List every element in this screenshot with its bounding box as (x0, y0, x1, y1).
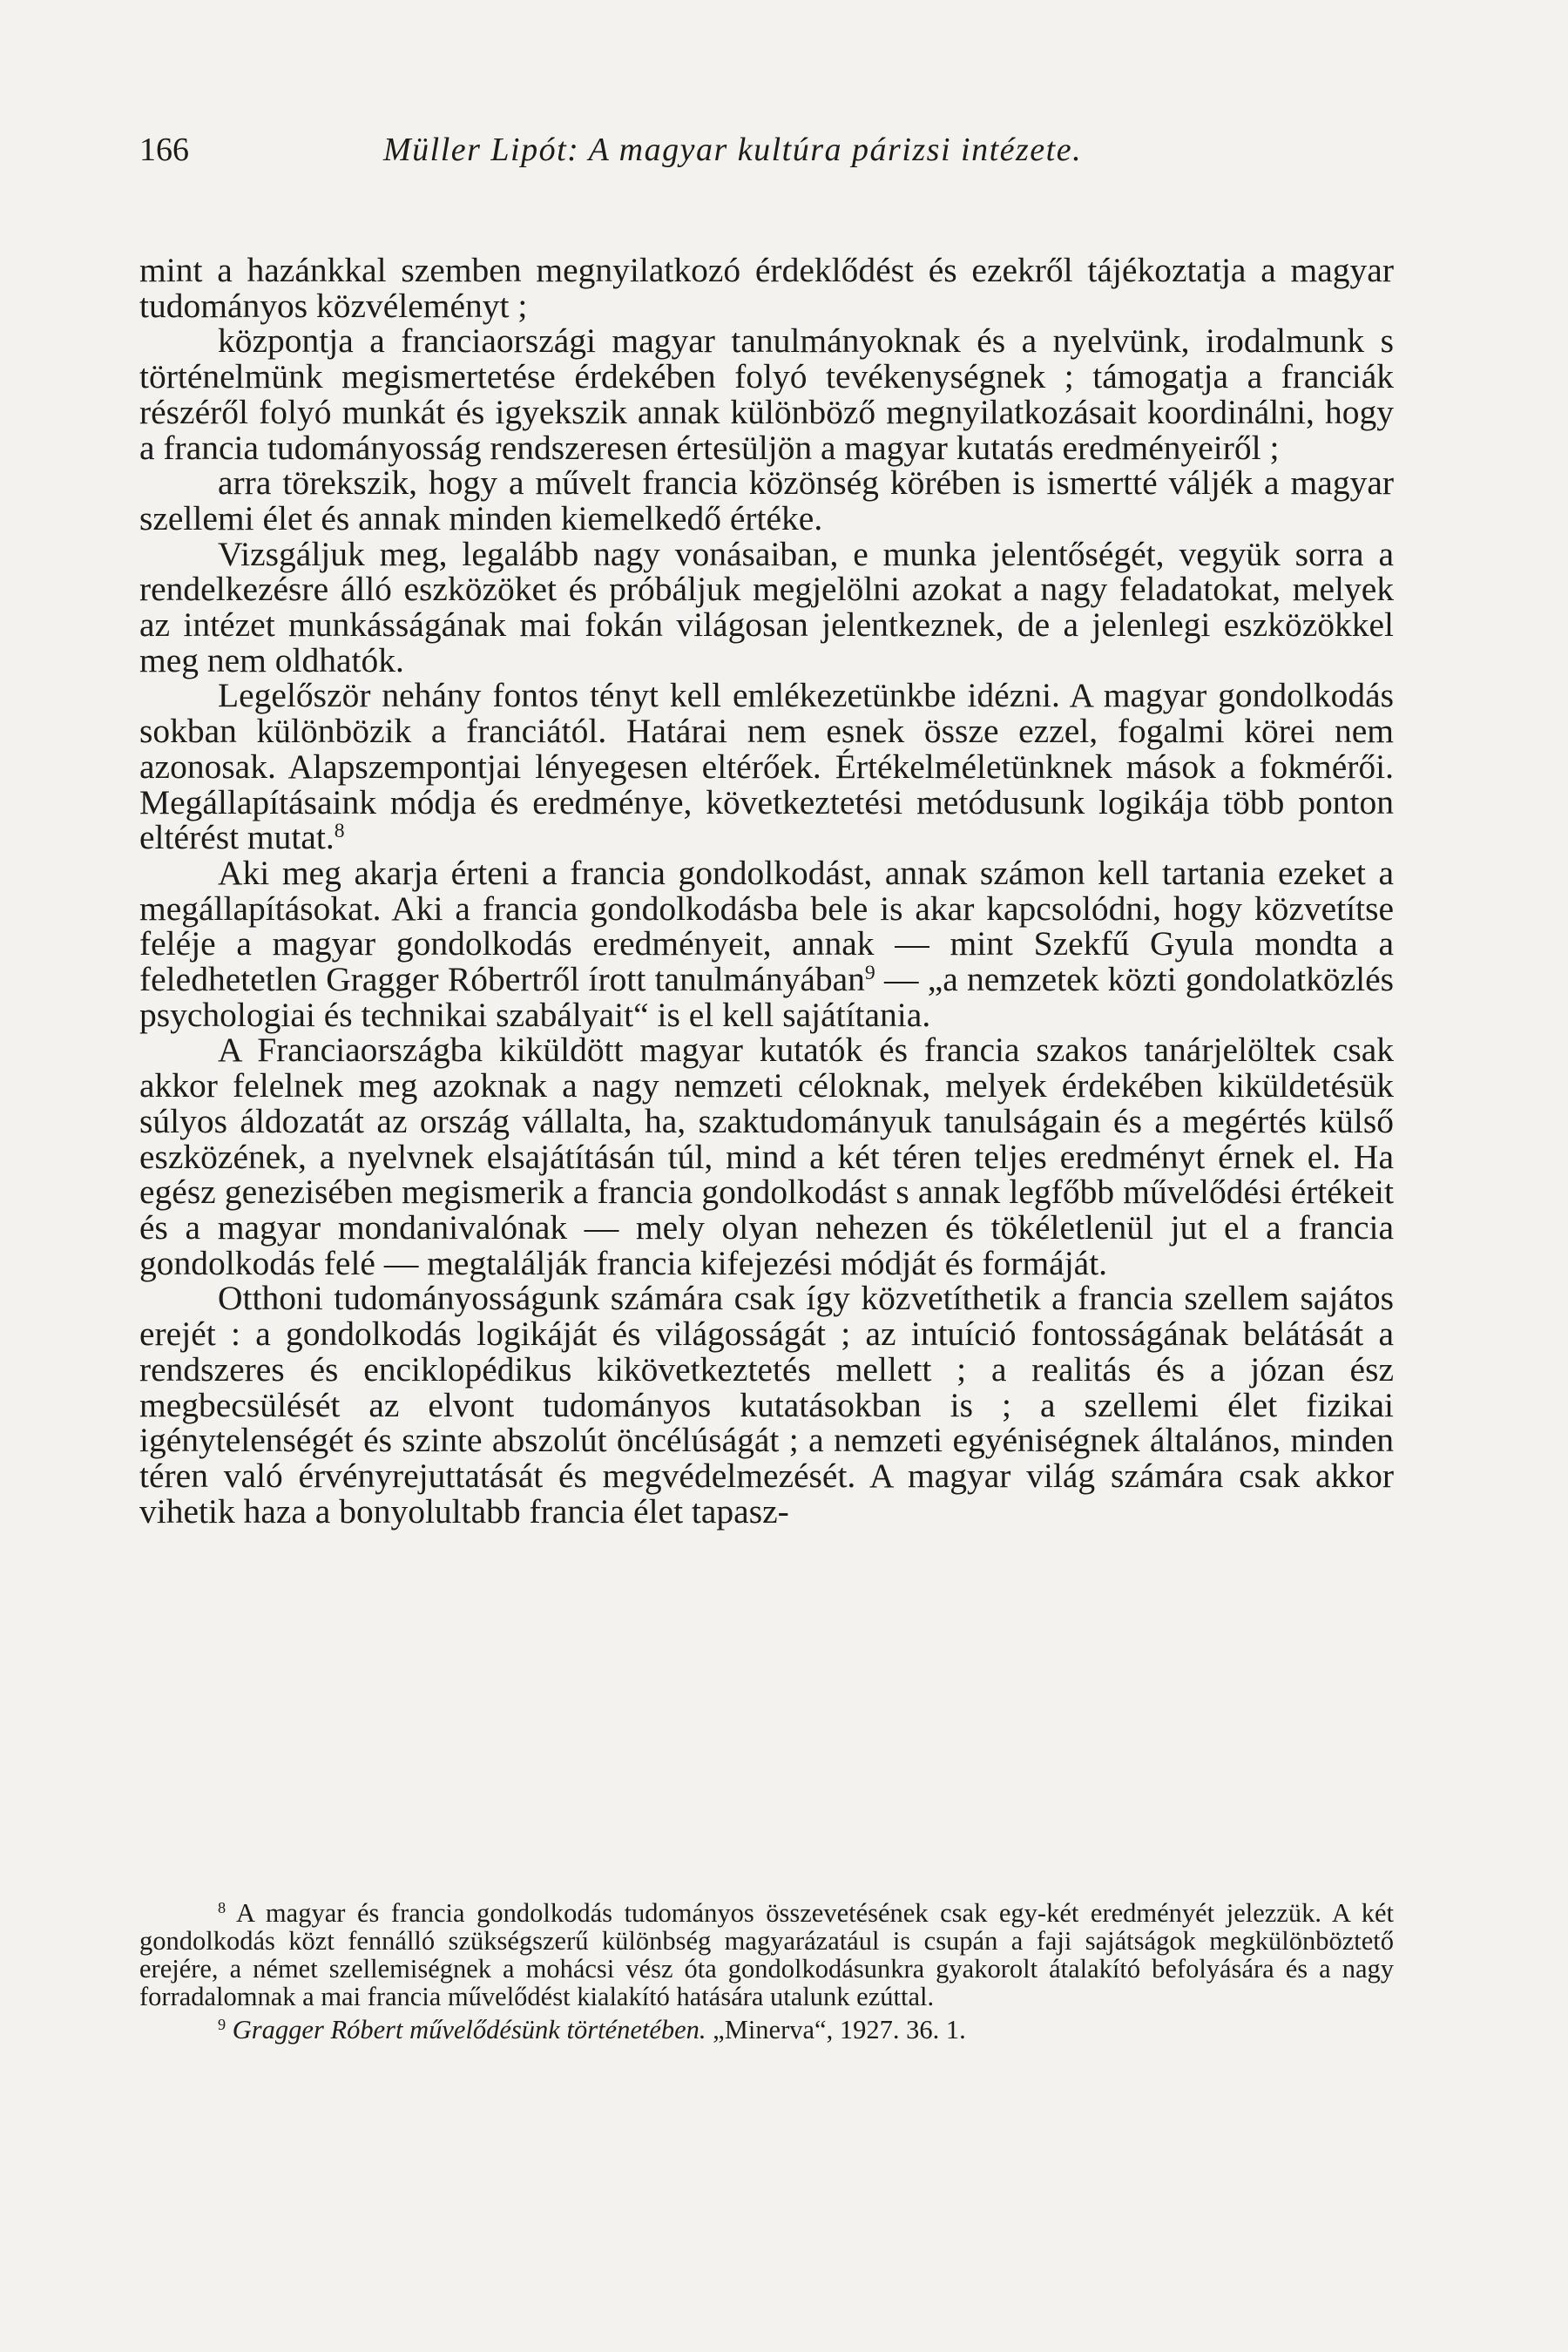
paragraph-text: Aki meg akarja érteni a francia gondolkodást, annak számon kell tartania ezeket a megállapításokat. Aki a francia gondolkodásba bele is akar kapcsolódni, hogy közvetítse feléje a magyar gondolkodás eredményeit, annak — mint Szekfű Gyula mondta a feledhetetlen Gragger Róbertről írott tanulmányában (139, 853, 1394, 999)
footnote-mark: 9 (218, 2015, 226, 2033)
footnote (139, 1899, 1394, 2011)
paragraph: Otthoni tudományosságunk számára csak így közvetíthetik a francia szellem sajátos erejét : a gondolkodás logikáját és világosságát ; az intuíció fontosságának belátását a rendszeres és enciklopédikus kikövetkeztetés mellett ; a realitás és a józan ész megbecsülését az elvont tudományos kutatásokban is ; a szellemi élet fizikai igénytelenségét és szinte abszolút öncélúságát ; a nemzeti egyéniségnek általános, minden téren való érvényrejuttatását és megvédelmezését. A magyar világ számára csak akkor vihetik haza a bonyolultabb francia élet tapasz- (139, 1279, 1394, 1531)
paragraph: központja a franciaországi magyar tanulmányoknak és a nyelvünk, irodalmunk s történelmünk megismertetése érdekében folyó tevékenységnek ; támogatja a franciák részéről folyó munkát és igyekszik annak különböző megnyilatkozásait koordinálni, hogy a francia tudományosság rendszeresen értesüljön a magyar kutatás eredményeiről ; (139, 321, 1394, 467)
footnote-ref[interactable]: 8 (334, 820, 345, 843)
paragraph (139, 678, 1394, 855)
page-header (139, 131, 1228, 183)
footnote-ref[interactable]: 9 (864, 962, 875, 985)
paragraph: A Franciaországba kiküldött magyar kutatók és francia szakos tanárjelöltek csak akkor felelnek meg azoknak a nagy nemzeti céloknak, melyek érdekében kiküldetésük súlyos áldozatát az ország vállalta, ha, szaktudományuk tanulságain és a megértés külső eszközének, a nyelvnek elsajátításán túl, mind a két téren teljes eredményt érnek el. Ha egész genezisében megismerik a francia gondolkodást s annak legfőbb művelődési értékeit és a magyar mondanivalónak — mely olyan nehezen és tökéletlenül jut el a francia gondolkodás felé — megtalálják francia kifejezési módját és formáját. (139, 1031, 1394, 1282)
footnote-text: „Minerva“, 1927. 36. 1. (706, 2015, 966, 2044)
footnotes (139, 1899, 1394, 2044)
paragraph-text: Legelőször nehány fontos tényt kell emlékezetünkbe idézni. A magyar gondolkodás sokban különbözik a franciától. Határai nem esnek össze ezzel, fogalmi körei nem azonosak. Alapszempontjai lényegesen eltérőek. Értékelméletünknek mások a fokmérői. Megállapításaink módja és eredménye, következtetési metódusunk logikája több ponton eltérést mutat. (139, 676, 1394, 857)
footnote-title: Gragger Róbert művelődésünk történetében. (226, 2015, 706, 2044)
body-text (139, 253, 1394, 1529)
footnote (139, 2016, 1394, 2044)
paragraph: mint a hazánkkal szemben megnyilatkozó érdeklődést és ezekről tájékoztatja a magyar tudományos közvéleményt ; (139, 251, 1394, 325)
footnote-mark: 8 (218, 1898, 226, 1916)
paragraph: Vizsgáljuk meg, legalább nagy vonásaiban, e munka jelentőségét, vegyük sorra a rendelkezésre álló eszközöket és próbáljuk megjelölni azokat a nagy feladatokat, melyek az intézet munkásságának mai fokán világosan jelentkeznek, de a jelenlegi eszközökkel meg nem oldhatók. (139, 534, 1394, 679)
paragraph (139, 855, 1394, 1033)
page-number: 166 (139, 132, 189, 168)
paragraph-text: — „a nemzetek közti gondolatközlés psychologiai és technikai szabályait“ is el kell sajátítania. (139, 960, 1395, 1034)
paragraph: arra törekszik, hogy a művelt francia közönség körében is ismertté váljék a magyar szellemi élet és annak minden kiemelkedő értéke. (139, 463, 1394, 537)
running-head: Müller Lipót: A magyar kultúra párizsi intézete. (383, 132, 1083, 168)
footnote-text: A magyar és francia gondolkodás tudományos összevetésének csak egy-két eredményét jelezzük. A két gondolkodás közt fennálló szükségszerű különbség magyarázatául is csupán a faji sajátságok megkülönböztető erejére, a német szellemiségnek a mohácsi vész óta gondolkodásunkra gyakorolt átalakító befolyására és a nagy forradalomnak a mai francia művelődést kialakító hatására utalunk ezúttal. (139, 1898, 1394, 2011)
